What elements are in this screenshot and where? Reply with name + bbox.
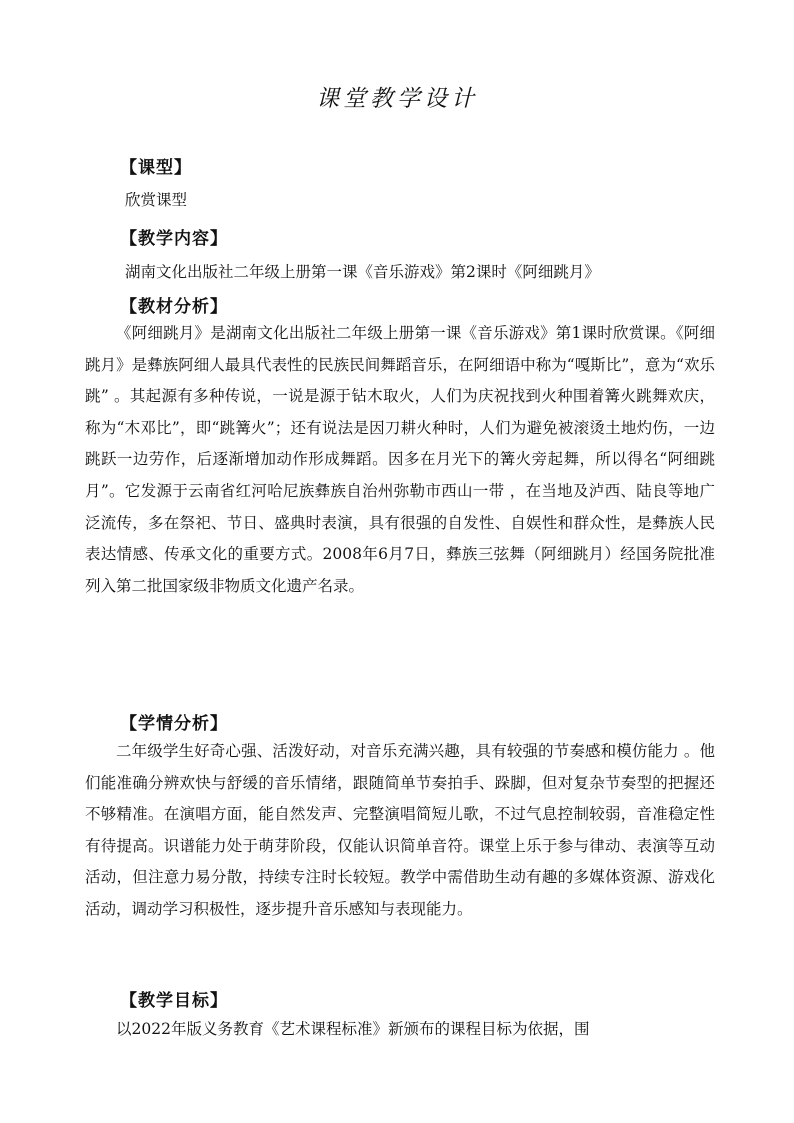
heading-teaching-content: 【教学内容】: [120, 229, 228, 249]
heading-student-analysis: 【学情分析】: [120, 714, 228, 734]
material-analysis-text: 《阿细跳月》是湖南文化出版社二年级上册第一课《音乐游戏》第1课时欣赏课。《阿细跳月》是彝族阿细人最具代表性的民族民间舞蹈音乐，在阿细语中称为“嘎斯比”，意为“欢乐跳” 。其起源有多种传说，一说是源于钻木取火，人们为庆祝找到火种围着篝火跳舞欢庆，称为“木邓比”，即“跳篝火”；还有说法是因刀耕火种时，人们为避免被滚烫土地灼伤，一边跳跃一边劳作，后逐渐增加动作形成舞蹈。因多在月光下的篝火旁起舞，所以得名“阿细跳月”。它发源于云南省红河哈尼族彝族自治州弥勒市西山一带 ，在当地及泸西、陆良等地广泛流传，多在祭祀、节日、盛典时表演，具有很强的自发性、自娱性和群众性，是彝族人民表达情感、传承文化的重要方式。2008年6月7日，彝族三弦舞（阿细跳月）经国务院批准列入第二批国家级非物质文化遗产名录。: [85, 324, 715, 595]
lesson-type-text: 欣赏课型: [125, 191, 188, 209]
heading-teaching-goals: 【教学目标】: [120, 991, 228, 1011]
student-analysis-text: 二年级学生好奇心强、活泼好动，对音乐充满兴趣，具有较强的节奏感和模仿能力 。他们能准确分辨欢快与舒缓的音乐情绪，跟随简单节奏拍手、跺脚，但对复杂节奏型的把握还不够精准。在演唱方面，能自然发声、完整演唱简短儿歌，不过气息控制较弱，音准稳定性有待提高。识谱能力处于萌芽阶段，仅能认识简单音符。课堂上乐于参与律动、表演等互动活动，但注意力易分散，持续专注时长较短。教学中需借助生动有趣的多媒体资源、游戏化活动，调动学习积极性，逐步提升音乐感知与表现能力。: [85, 742, 715, 918]
teaching-content-text: 湖南文化出版社二年级上册第一课《音乐游戏》第2课时《阿细跳月》: [125, 263, 600, 281]
heading-material-analysis: 【教材分析】: [120, 297, 228, 317]
page-title: 课堂教学设计: [316, 86, 478, 112]
heading-lesson-type: 【课型】: [120, 158, 192, 178]
teaching-goals-text: 以2022年版义务教育《艺术课程标准》新颁布的课程目标为依据，围: [116, 1020, 590, 1038]
